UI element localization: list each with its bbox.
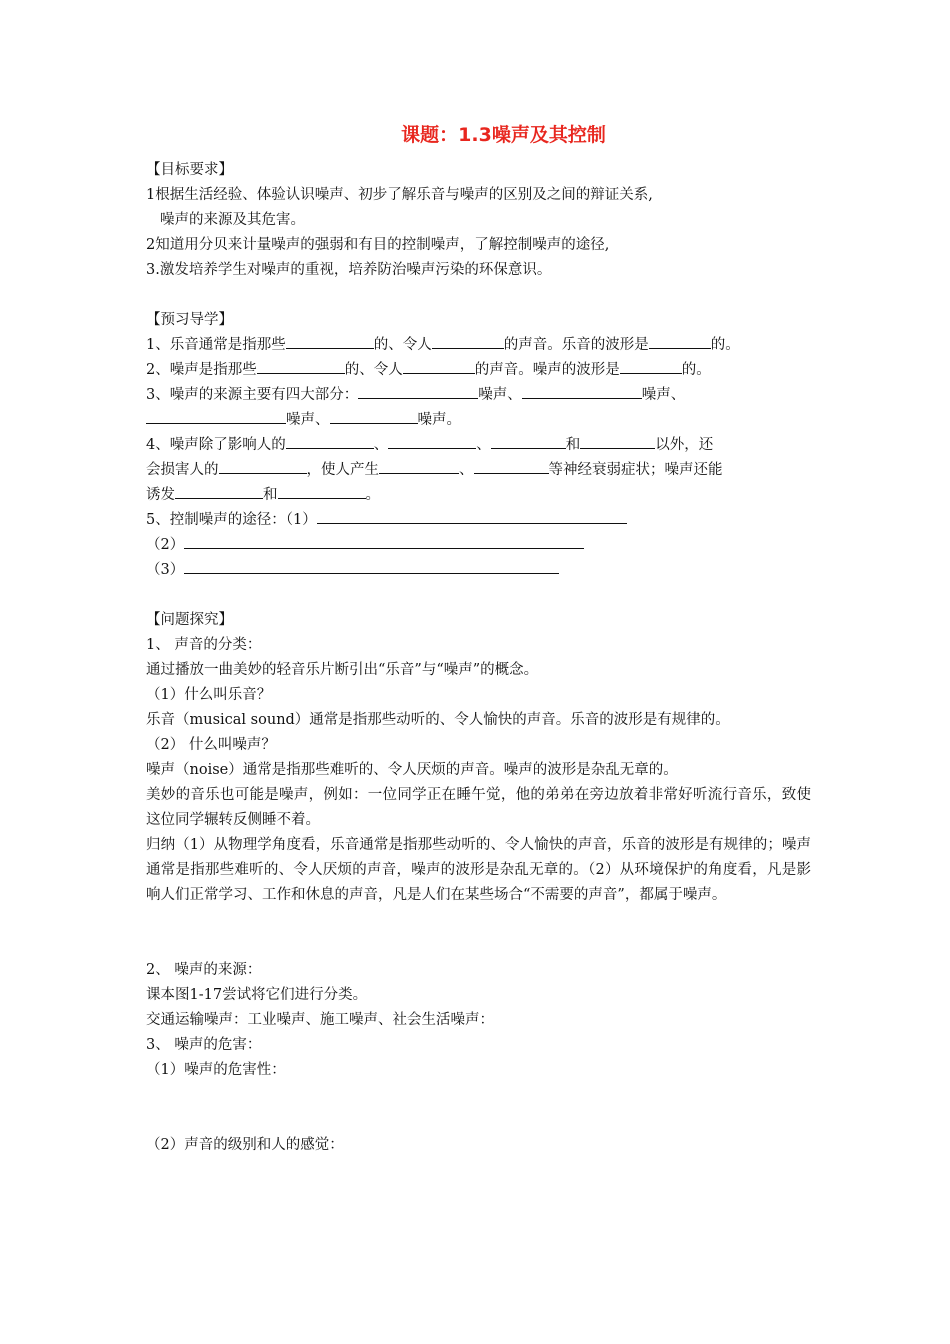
answer-blank[interactable] [175,483,263,499]
question-text: （2） [146,537,185,553]
goal-item-3: 3.激发培养学生对噪声的重视，培养防治噪声污染的环保意识。 [146,262,552,278]
question-text: 会损害人的 [146,462,219,478]
section-3-title: 3、 噪声的危害： [146,1037,262,1053]
section-1-example: 美妙的音乐也可能是噪声，例如：一位同学正在睡午觉，他的弟弟在旁边放着非常好听流行音乐，致使这位同学辗转反侧睡不着。 [146,787,811,828]
preview-question-2 [146,358,811,383]
answer-blank[interactable] [286,333,374,349]
question-text: 的。 [681,362,711,378]
answer-blank[interactable] [278,483,366,499]
section-1-intro: 通过播放一曲美妙的轻音乐片断引出“乐音”与“噪声”的概念。 [146,662,539,678]
question-text: 的、令人 [373,337,432,353]
answer-blank[interactable] [358,383,478,399]
answer-blank[interactable] [184,533,584,549]
question-text: 诱发 [146,487,175,503]
question-text: 、 [373,437,389,453]
preview-question-4-continued [146,458,811,483]
section-1-answer-1: 乐音（musical sound）通常是指那些动听的、令人愉快的声音。乐音的波形是有规律的。 [146,712,730,728]
answer-blank[interactable] [184,558,559,574]
question-text: 以外，还 [655,437,714,453]
spacer [146,1083,811,1133]
question-text: 3、噪声的来源主要有四大部分： [146,387,359,403]
answer-blank[interactable] [432,333,504,349]
preview-question-1 [146,333,811,358]
answer-blank[interactable] [522,383,642,399]
question-text: 4、噪声除了影响人的 [146,437,286,453]
section-1-title: 1、 声音的分类： [146,637,262,653]
question-text: 噪声。 [417,412,461,428]
preview-heading: 【预习导学】 [146,312,233,328]
answer-blank[interactable] [580,433,655,449]
section-3-question-2: （2）声音的级别和人的感觉： [146,1137,344,1153]
preview-question-4-end [146,483,811,508]
answer-blank[interactable] [286,433,374,449]
preview-question-3 [146,383,811,408]
spacer [146,908,811,958]
answer-blank[interactable] [317,508,627,524]
goal-item-1: 1根据生活经验、体验认识噪声、初步了解乐音与噪声的区别及之间的辩证关系, [146,187,653,203]
answer-blank[interactable] [388,433,476,449]
question-text: 、 [476,437,491,453]
question-text: 、 [459,462,474,478]
question-text: 等神经衰弱症状；噪声还能 [548,462,723,478]
goal-item-1-continued: 噪声的来源及其危害。 [160,212,305,228]
question-text: ，使人产生 [306,462,379,478]
section-2-line-2: 交通运输噪声：工业噪声、施工噪声、社会生活噪声： [146,1012,494,1028]
answer-blank[interactable] [379,458,459,474]
answer-blank[interactable] [257,358,345,374]
preview-question-5-part-2 [146,533,811,558]
question-text: 1、乐音通常是指那些 [146,337,286,353]
answer-blank[interactable] [146,408,286,424]
spacer [146,283,811,308]
answer-blank[interactable] [403,358,475,374]
section-2-title: 2、 噪声的来源： [146,962,262,978]
preview-question-5-part-3 [146,558,811,583]
page-title: 课题：1.3噪声及其控制 [401,124,606,146]
section-1-summary: 归纳（1）从物理学角度看，乐音通常是指那些动听的、令人愉快的声音，乐音的波形是有规律的；噪声通常是指那些难听的、令人厌烦的声音，噪声的波形是杂乱无章的。（2）从环境保护的角度看，凡是影响人们正常学习、工作和休息的声音，凡是人们在某些场合“不需要的声音”，都属于噪声。 [146,837,811,903]
answer-blank[interactable] [491,433,566,449]
question-text: 的声音。乐音的波形是 [503,337,649,353]
question-text: 5、控制噪声的途径：（1） [146,512,317,528]
question-text: 的声音。噪声的波形是 [474,362,620,378]
answer-blank[interactable] [620,358,682,374]
answer-blank[interactable] [219,458,307,474]
spacer [146,583,811,608]
question-text: 噪声、 [641,387,686,403]
section-1-question-1: （1）什么叫乐音？ [146,687,272,703]
question-text: 的。 [710,337,740,353]
preview-question-5 [146,508,811,533]
question-text: 2、噪声是指那些 [146,362,257,378]
goals-heading: 【目标要求】 [146,162,233,178]
answer-blank[interactable] [474,458,549,474]
goal-item-2: 2知道用分贝来计量噪声的强弱和有目的控制噪声，了解控制噪声的途径, [146,237,610,253]
question-text: 和 [565,437,581,453]
question-text: 噪声、 [286,412,330,428]
answer-blank[interactable] [330,408,418,424]
question-text: 。 [365,487,380,503]
question-text: 噪声、 [478,387,522,403]
explore-heading: 【问题探究】 [146,612,233,628]
section-1-question-2: （2） 什么叫噪声？ [146,737,276,753]
preview-question-3-continued [146,408,811,433]
question-text: 和 [263,487,278,503]
question-text: 的、令人 [344,362,403,378]
section-1-answer-2: 噪声（noise）通常是指那些难听的、令人厌烦的声音。噪声的波形是杂乱无章的。 [146,762,678,778]
section-3-question-1: （1）噪声的危害性： [146,1062,286,1078]
question-text: （3） [146,562,185,578]
section-2-line-1: 课本图1-17尝试将它们进行分类。 [146,987,368,1003]
preview-question-4 [146,433,811,458]
worksheet-page [146,120,811,1158]
answer-blank[interactable] [649,333,711,349]
